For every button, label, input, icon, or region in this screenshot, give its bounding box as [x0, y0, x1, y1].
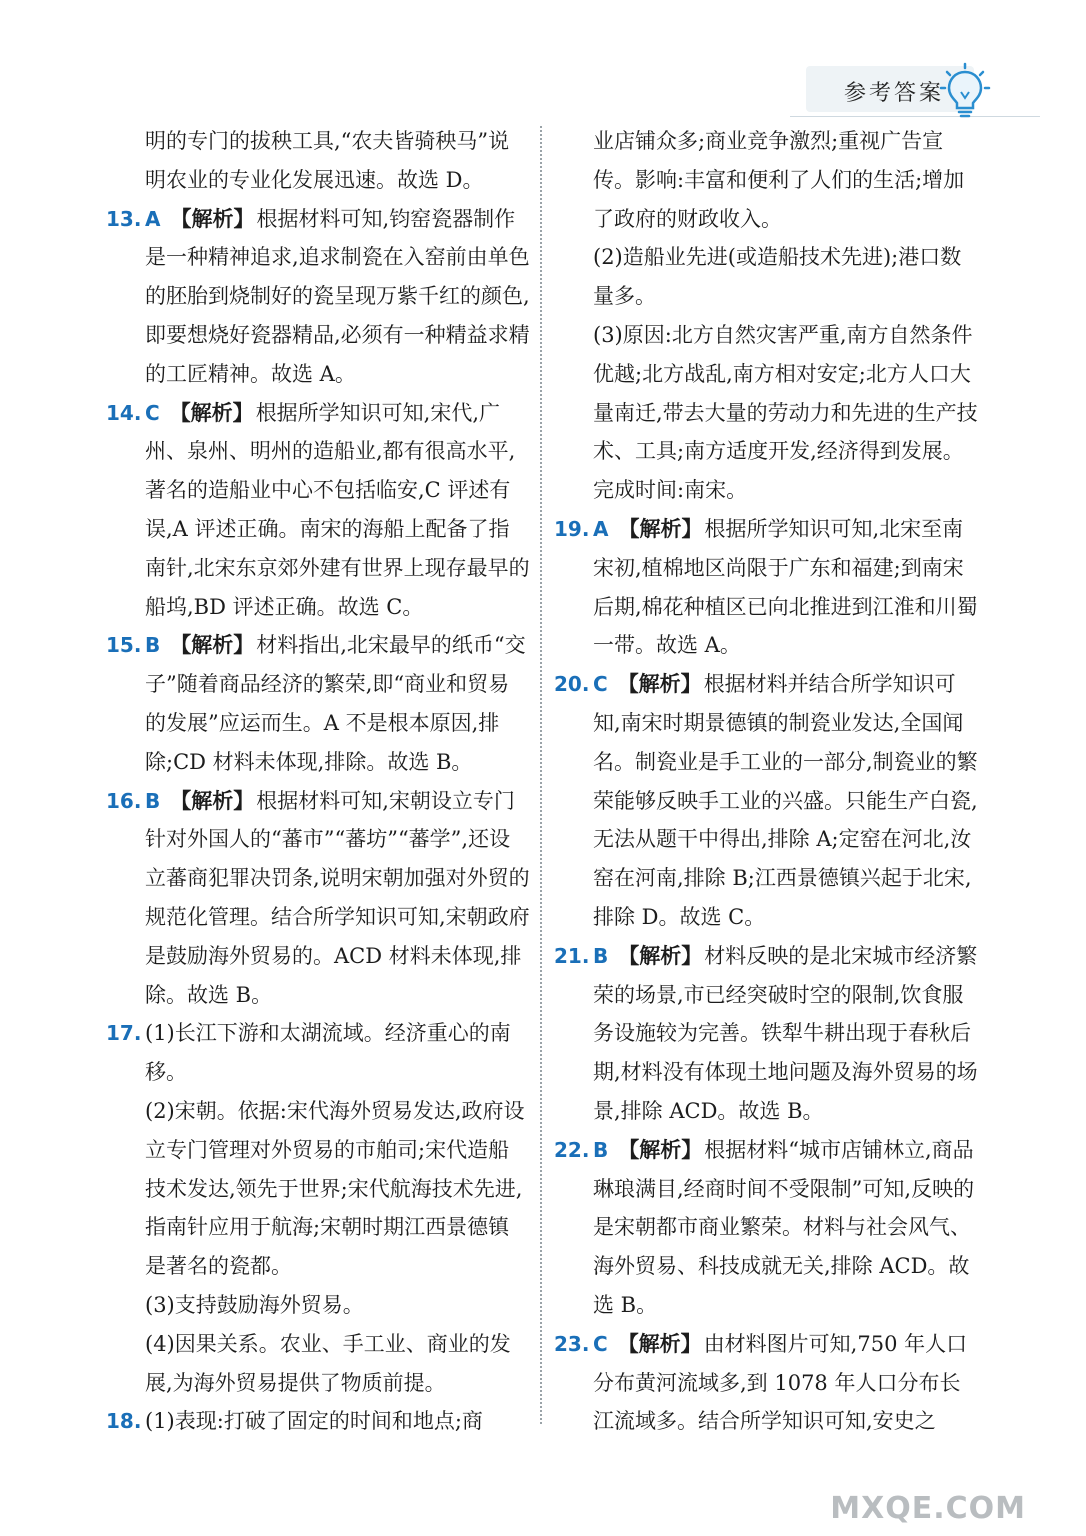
question-number: 16. — [106, 788, 142, 813]
answer-paragraph — [106, 626, 530, 781]
answer-text: 由材料图片可知,750 年人口分布黄河流域多,到 1078 年人口分布长江流域多。结合所学知识可知,安史之 — [593, 1331, 968, 1434]
question-number: 15. — [106, 633, 142, 658]
question-number: 20. — [554, 672, 590, 697]
analysis-tag: 【解析】 — [169, 399, 254, 425]
answer-letter: B — [593, 1137, 609, 1162]
question-number: 17. — [106, 1021, 142, 1046]
answer-text: 材料指出,北宋最早的纸币“交子”随着商品经济的繁荣,即“商业和贸易的发展”应运而生。A 不是根本原因,排除;CD 材料未体现,排除。故选 B。 — [145, 633, 526, 774]
answer-paragraph — [106, 1402, 530, 1441]
answer-text: (3)原因:北方自然灾害严重,南方自然条件优越;北方战乱,南方相对安定;北方人口大量南迁,带去大量的劳动力和先进的生产技术、工具;南方适度开发,经济得到发展。完成时间:南宋。 — [593, 322, 978, 503]
answer-letter: C — [593, 1331, 608, 1356]
answer-paragraph — [106, 200, 530, 394]
answer-letter: C — [593, 672, 608, 697]
question-number: 21. — [554, 943, 590, 968]
answer-letter: C — [145, 400, 160, 425]
answer-text: 根据材料“城市店铺林立,商品琳琅满目,经商时间不受限制”可知,反映的是宋朝都市商业繁荣。材料与社会风气、海外贸易、科技成就无关,排除 ACD。故选 B。 — [593, 1137, 975, 1317]
analysis-tag: 【解析】 — [170, 632, 255, 658]
answer-text: (2)造船业先进(或造船技术先进);港口数量多。 — [593, 245, 962, 309]
answer-text: 根据材料并结合所学知识可知,南宋时期景德镇的制瓷业发达,全国闻名。制瓷业是手工业的一部分,制瓷业的繁荣能够反映手工业的兴盛。只能生产白瓷,无法从题干中得出,排除 A;定窑在河北,汝窑在河南,排除 B;江西景德镇兴起于北宋,排除 D。故选 C。 — [593, 672, 978, 929]
answer-text: (4)因果关系。农业、手工业、商业的发展,为海外贸易提供了物质前提。 — [145, 1331, 511, 1395]
analysis-tag: 【解析】 — [618, 1136, 703, 1162]
answer-paragraph — [112, 1286, 530, 1325]
left-column — [106, 122, 530, 1441]
answer-paragraph — [554, 937, 978, 1131]
lightbulb-icon — [938, 62, 992, 122]
answer-paragraph — [112, 122, 530, 200]
answer-text: 材料反映的是北宋城市经济繁荣的场景,市已经突破时空的限制,饮食服务设施较为完善。铁犁牛耕出现于春秋后期,材料没有体现土地问题及海外贸易的场景,排除 ACD。故选 B。 — [593, 943, 978, 1123]
analysis-tag: 【解析】 — [618, 515, 703, 541]
answer-text: (2)宋朝。依据:宋代海外贸易发达,政府设立专门管理对外贸易的市舶司;宋代造船技术发达,领先于世界;宋代航海技术先进,指南针应用于航海;宋朝时期江西景德镇是著名的瓷都。 — [145, 1098, 525, 1279]
question-number: 19. — [554, 516, 590, 541]
answer-paragraph — [112, 1325, 530, 1403]
question-number: 18. — [106, 1409, 142, 1434]
right-column — [554, 122, 978, 1441]
answer-paragraph — [560, 316, 978, 510]
analysis-tag: 【解析】 — [618, 942, 703, 968]
answer-paragraph — [554, 665, 978, 937]
answer-paragraph — [106, 1014, 530, 1092]
answer-letter: A — [145, 206, 161, 231]
answer-text: (1)表现:打破了固定的时间和地点;商 — [145, 1409, 483, 1434]
answer-letter: B — [145, 633, 161, 658]
analysis-tag: 【解析】 — [617, 1330, 702, 1356]
question-number: 23. — [554, 1331, 590, 1356]
analysis-tag: 【解析】 — [617, 671, 702, 697]
header-title: 参考答案 — [843, 81, 944, 106]
answer-paragraph — [554, 510, 978, 665]
answer-letter: B — [145, 788, 161, 813]
answer-paragraph — [554, 1325, 978, 1441]
answer-paragraph — [554, 1131, 978, 1325]
question-number: 14. — [106, 400, 142, 425]
answer-text: 根据所学知识可知,北宋至南宋初,植棉地区尚限于广东和福建;到南宋后期,棉花种植区已向北推进到江淮和川蜀一带。故选 A。 — [593, 516, 978, 658]
answer-text: 业店铺众多;商业竞争激烈;重视广告宣传。影响:丰富和便利了人们的生活;增加了政府的财政收入。 — [593, 129, 965, 231]
header-rule — [790, 116, 1040, 117]
answer-text: 根据材料可知,宋朝设立专门针对外国人的“蕃市”“蕃坊”“蕃学”,还设立蕃商犯罪决罚条,说明宋朝加强对外贸的规范化管理。结合所学知识可知,宋朝政府是鼓励海外贸易的。ACD 材料未体现,排除。故选 B。 — [145, 788, 530, 1007]
answer-paragraph — [106, 394, 530, 627]
question-number: 13. — [106, 206, 142, 231]
answer-text: (3)支持鼓励海外贸易。 — [145, 1292, 364, 1317]
watermark: MXQE.COM — [830, 1491, 1026, 1526]
answer-letter: B — [593, 943, 609, 968]
analysis-tag: 【解析】 — [170, 205, 255, 231]
answer-text: (1)长江下游和太湖流域。经济重心的南移。 — [145, 1021, 511, 1085]
answer-text: 明的专门的拔秧工具,“农夫皆骑秧马”说明农业的专业化发展迅速。故选 D。 — [145, 129, 510, 192]
answer-text: 根据所学知识可知,宋代,广州、泉州、明州的造船业,都有很高水平,著名的造船业中心不包括临安,C 评述有误,A 评述正确。南宋的海船上配备了指南针,北宋东京郊外建有世界上现存最早的船坞,BD 评述正确。故选 C。 — [145, 400, 530, 619]
question-number: 22. — [554, 1137, 590, 1162]
answer-paragraph — [560, 238, 978, 316]
column-divider — [540, 126, 542, 1424]
answer-letter: A — [593, 516, 609, 541]
answer-text: 根据材料可知,钧窑瓷器制作是一种精神追求,追求制瓷在入窑前由单色的胚胎到烧制好的瓷呈现万紫千红的颜色,即要想烧好瓷器精品,必须有一种精益求精的工匠精神。故选 A。 — [145, 206, 530, 386]
analysis-tag: 【解析】 — [170, 787, 255, 813]
answer-paragraph — [106, 782, 530, 1015]
answer-paragraph — [560, 122, 978, 238]
answer-paragraph — [112, 1092, 530, 1286]
